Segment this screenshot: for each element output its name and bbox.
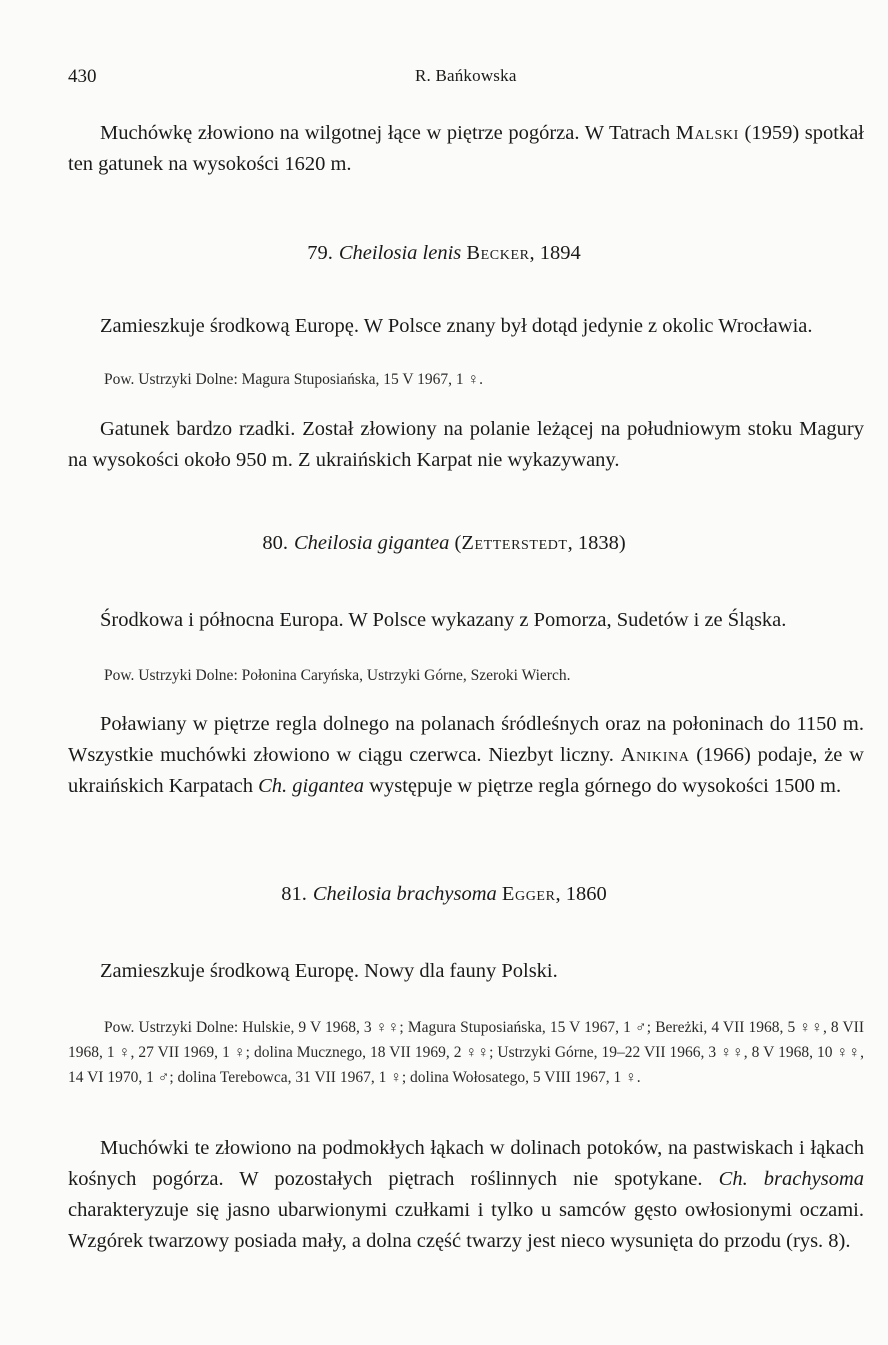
author-name: Anikina bbox=[620, 744, 690, 766]
species-author: Egger bbox=[501, 883, 556, 905]
distribution-text: Środkowa i północna Europa. W Polsce wykazany z Pomorza, Sudetów i ze Śląska. bbox=[100, 609, 787, 631]
species-number: 81. bbox=[281, 883, 307, 905]
notes-text: Gatunek bardzo rzadki. Został złowiony na polanie leżącej na południowym stoku Magury na wysokości około 950 m. Z ukraińskich Karpat nie wykazywany. bbox=[68, 418, 864, 471]
records-81 bbox=[68, 1015, 864, 1090]
distribution-text: Zamieszkuje środkową Europę. Nowy dla fauny Polski. bbox=[100, 960, 558, 982]
notes-80 bbox=[68, 709, 864, 802]
species-year: , 1838) bbox=[567, 532, 626, 554]
notes-text-c: występuje w piętrze regla górnego do wysokości 1500 m. bbox=[369, 775, 842, 797]
species-abbrev: Ch. brachysoma bbox=[718, 1168, 864, 1190]
page-number: 430 bbox=[68, 66, 97, 87]
species-year: , 1894 bbox=[529, 242, 581, 264]
distribution-80 bbox=[68, 605, 864, 636]
records-text: Pow. Ustrzyki Dolne: Połonina Caryńska, Ustrzyki Górne, Szeroki Wierch. bbox=[104, 667, 571, 684]
species-name: Cheilosia lenis bbox=[338, 242, 462, 264]
notes-text-b: (1966) podaje, że w ukraińskich Karpatach bbox=[68, 744, 864, 797]
species-author: Becker bbox=[466, 242, 530, 264]
species-heading-81 bbox=[0, 883, 888, 906]
species-heading-80 bbox=[0, 532, 888, 555]
records-79 bbox=[68, 367, 864, 392]
records-80 bbox=[68, 663, 864, 688]
paren-open: ( bbox=[454, 532, 462, 554]
notes-79 bbox=[68, 414, 864, 476]
species-heading-79 bbox=[0, 242, 888, 265]
species-number: 79. bbox=[307, 242, 333, 264]
notes-81 bbox=[68, 1133, 864, 1257]
distribution-79 bbox=[68, 311, 864, 342]
species-name: Cheilosia brachysoma bbox=[312, 883, 497, 905]
records-text: Pow. Ustrzyki Dolne: Magura Stuposiańska, 15 V 1967, 1 ♀. bbox=[104, 371, 484, 388]
distribution-text: Zamieszkuje środkową Europę. W Polsce znany był dotąd jedynie z okolic Wrocławia. bbox=[100, 315, 813, 337]
intro-paragraph bbox=[68, 118, 864, 180]
notes-text-a: Muchówki te złowiono na podmokłych łąkach w dolinach potoków, na pastwiskach i łąkach kośnych pogórza. W pozostałych piętrach roślinnych nie spotykane. bbox=[68, 1137, 864, 1190]
records-text: Pow. Ustrzyki Dolne: Hulskie, 9 V 1968, 3 ♀♀; Magura Stuposiańska, 15 V 1967, 1 ♂; Bereżki, 4 VII 1968, 5 ♀♀, 8 VII 1968, 1 ♀, 27 VII 1969, 1 ♀; dolina Mucznego, 18 VII 1969, 2 ♀♀; Ustrzyki Górne, 19–22 VII 1966, 3 ♀♀, 8 V 1968, 10 ♀♀, 14 VI 1970, 1 ♂; dolina Terebowca, 31 VII 1967, 1 ♀; dolina Wołosatego, 5 VIII 1967, 1 ♀. bbox=[68, 1019, 864, 1086]
distribution-81 bbox=[68, 956, 864, 987]
species-year: , 1860 bbox=[555, 883, 607, 905]
species-name: Cheilosia gigantea bbox=[293, 532, 450, 554]
species-author: Zetterstedt bbox=[461, 532, 568, 554]
author-name: Malski bbox=[675, 122, 739, 144]
intro-text-b: (1959) spotkał ten gatunek na wysokości 1620 m. bbox=[68, 122, 865, 175]
intro-text-a: Muchówkę złowiono na wilgotnej łące w piętrze pogórza. W Tatrach bbox=[100, 122, 671, 144]
running-header-author: R. Bańkowska bbox=[415, 66, 517, 85]
species-number: 80. bbox=[262, 532, 288, 554]
species-abbrev: Ch. gigantea bbox=[258, 775, 365, 797]
notes-text-a: Poławiany w piętrze regla dolnego na polanach śródleśnych oraz na połoninach do 1150 m. Wszystkie muchówki złowiono w ciągu czerwca. Niezbyt liczny. bbox=[68, 713, 864, 766]
notes-text-b: charakteryzuje się jasno ubarwionymi czułkami i tylko u samców gęsto owłosionymi oczami. Wzgórek twarzowy posiada mały, a dolna część twarzy jest nieco wysunięta do przodu (rys. 8). bbox=[68, 1199, 864, 1252]
